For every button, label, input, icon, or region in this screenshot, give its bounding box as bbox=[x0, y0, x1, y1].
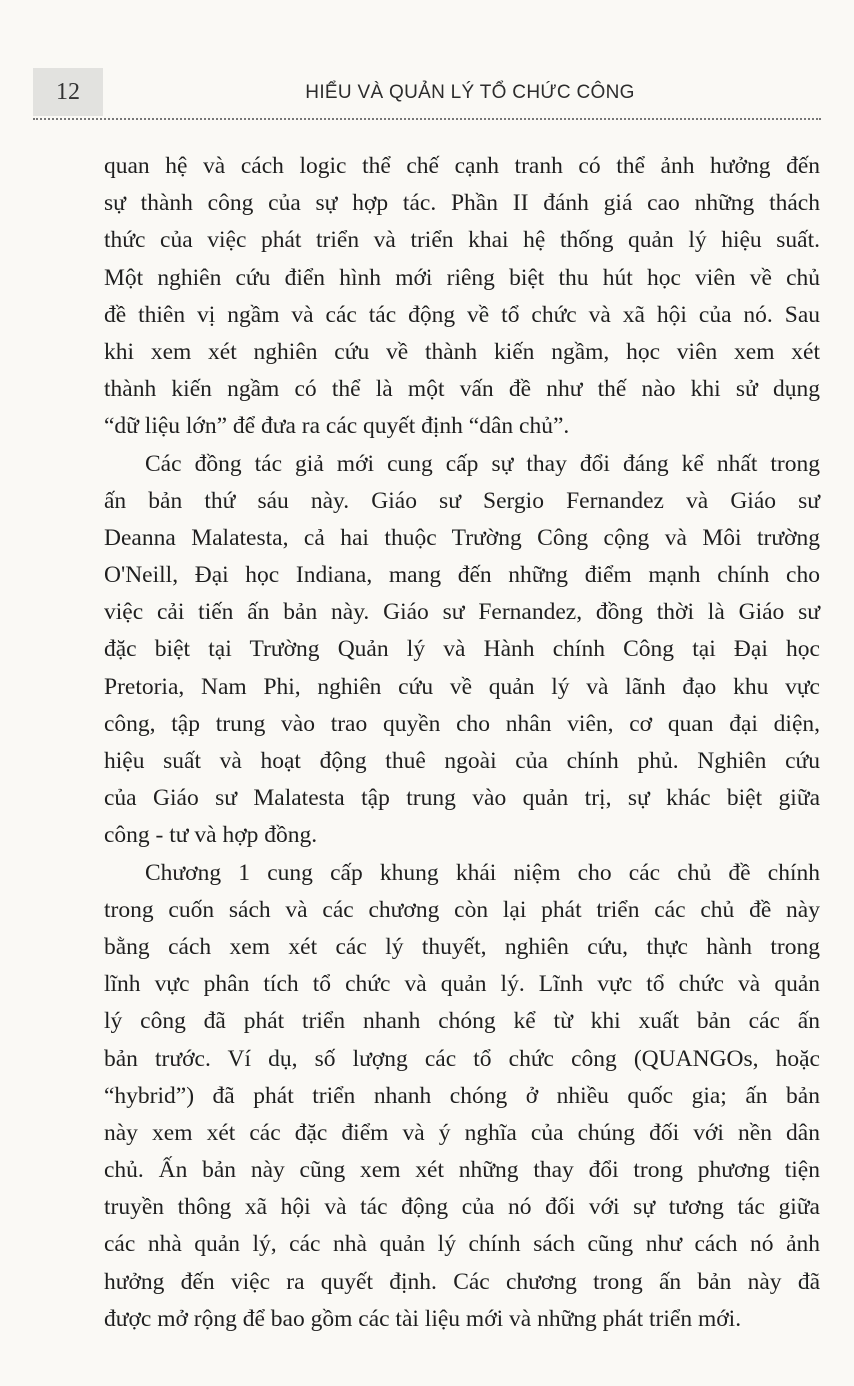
text-line: công - tư và hợp đồng. bbox=[104, 822, 318, 849]
text-line: “dữ liệu lớn” để đưa ra các quyết định “dân chủ”. bbox=[104, 413, 570, 440]
text-line: Các đồng tác giả mới cung cấp sự thay đổi đáng kể nhất trong bbox=[145, 450, 820, 477]
page-number: 12 bbox=[56, 78, 80, 105]
text-line: bằng cách xem xét các lý thuyết, nghiên cứu, thực hành trong bbox=[104, 933, 820, 960]
text-line: chủ. Ấn bản này cũng xem xét những thay đổi trong phương tiện bbox=[104, 1157, 820, 1184]
text-line: này xem xét các đặc điểm và ý nghĩa của chúng đối với nền dân bbox=[104, 1119, 820, 1146]
header-divider bbox=[33, 118, 821, 120]
text-line: lĩnh vực phân tích tổ chức và quản lý. Lĩnh vực tổ chức và quản bbox=[104, 971, 820, 998]
paragraph bbox=[104, 148, 820, 446]
text-line: trong cuốn sách và các chương còn lại phát triển các chủ đề này bbox=[104, 896, 820, 923]
text-line: của Giáo sư Malatesta tập trung vào quản trị, sự khác biệt giữa bbox=[104, 785, 820, 812]
text-line: “hybrid”) đã phát triển nhanh chóng ở nhiều quốc gia; ấn bản bbox=[104, 1082, 820, 1109]
text-line: việc cải tiến ấn bản này. Giáo sư Fernandez, đồng thời là Giáo sư bbox=[104, 599, 820, 626]
text-line: hiệu suất và hoạt động thuê ngoài của chính phủ. Nghiên cứu bbox=[104, 748, 820, 774]
text-line: quan hệ và cách logic thể chế cạnh tranh có thể ảnh hưởng đến bbox=[104, 153, 820, 179]
text-line: O'Neill, Đại học Indiana, mang đến những điểm mạnh chính cho bbox=[104, 562, 820, 589]
text-line: được mở rộng để bao gồm các tài liệu mới và những phát triển mới. bbox=[104, 1305, 742, 1332]
text-line: đặc biệt tại Trường Quản lý và Hành chính Công tại Đại học bbox=[104, 636, 820, 663]
text-line: các nhà quản lý, các nhà quản lý chính sách cũng như cách nó ảnh bbox=[104, 1231, 820, 1258]
paragraph bbox=[104, 855, 820, 1338]
text-line: lý công đã phát triển nhanh chóng kể từ khi xuất bản các ấn bbox=[104, 1008, 820, 1035]
text-line: công, tập trung vào trao quyền cho nhân viên, cơ quan đại diện, bbox=[104, 710, 820, 737]
text-line: Chương 1 cung cấp khung khái niệm cho các chủ đề chính bbox=[145, 859, 820, 886]
page-number-box bbox=[33, 68, 103, 116]
text-line: sự thành công của sự hợp tác. Phần II đánh giá cao những thách bbox=[104, 190, 820, 217]
text-line: Deanna Malatesta, cả hai thuộc Trường Công cộng và Môi trường bbox=[104, 524, 820, 551]
text-line: đề thiên vị ngầm và các tác động về tổ chức và xã hội của nó. Sau bbox=[104, 301, 820, 328]
text-line: Pretoria, Nam Phi, nghiên cứu về quản lý và lãnh đạo khu vực bbox=[104, 673, 820, 700]
text-line: thành kiến ngầm có thể là một vấn đề như thế nào khi sử dụng bbox=[104, 376, 820, 403]
text-line: thức của việc phát triển và triển khai hệ thống quản lý hiệu suất. bbox=[104, 227, 820, 254]
body-text bbox=[104, 148, 820, 1338]
text-line: truyền thông xã hội và tác động của nó đối với sự tương tác giữa bbox=[104, 1194, 820, 1221]
text-line: bản trước. Ví dụ, số lượng các tổ chức công (QUANGOs, hoặc bbox=[104, 1045, 820, 1072]
text-line: khi xem xét nghiên cứu về thành kiến ngầm, học viên xem xét bbox=[104, 338, 820, 365]
running-title: HIỂU VÀ QUẢN LÝ TỔ CHỨC CÔNG bbox=[305, 82, 635, 103]
paragraph bbox=[104, 446, 820, 855]
text-line: ấn bản thứ sáu này. Giáo sư Sergio Fernandez và Giáo sư bbox=[104, 487, 820, 514]
text-line: Một nghiên cứu điển hình mới riêng biệt thu hút học viên về chủ bbox=[104, 264, 820, 291]
text-line: hưởng đến việc ra quyết định. Các chương trong ấn bản này đã bbox=[104, 1268, 820, 1295]
